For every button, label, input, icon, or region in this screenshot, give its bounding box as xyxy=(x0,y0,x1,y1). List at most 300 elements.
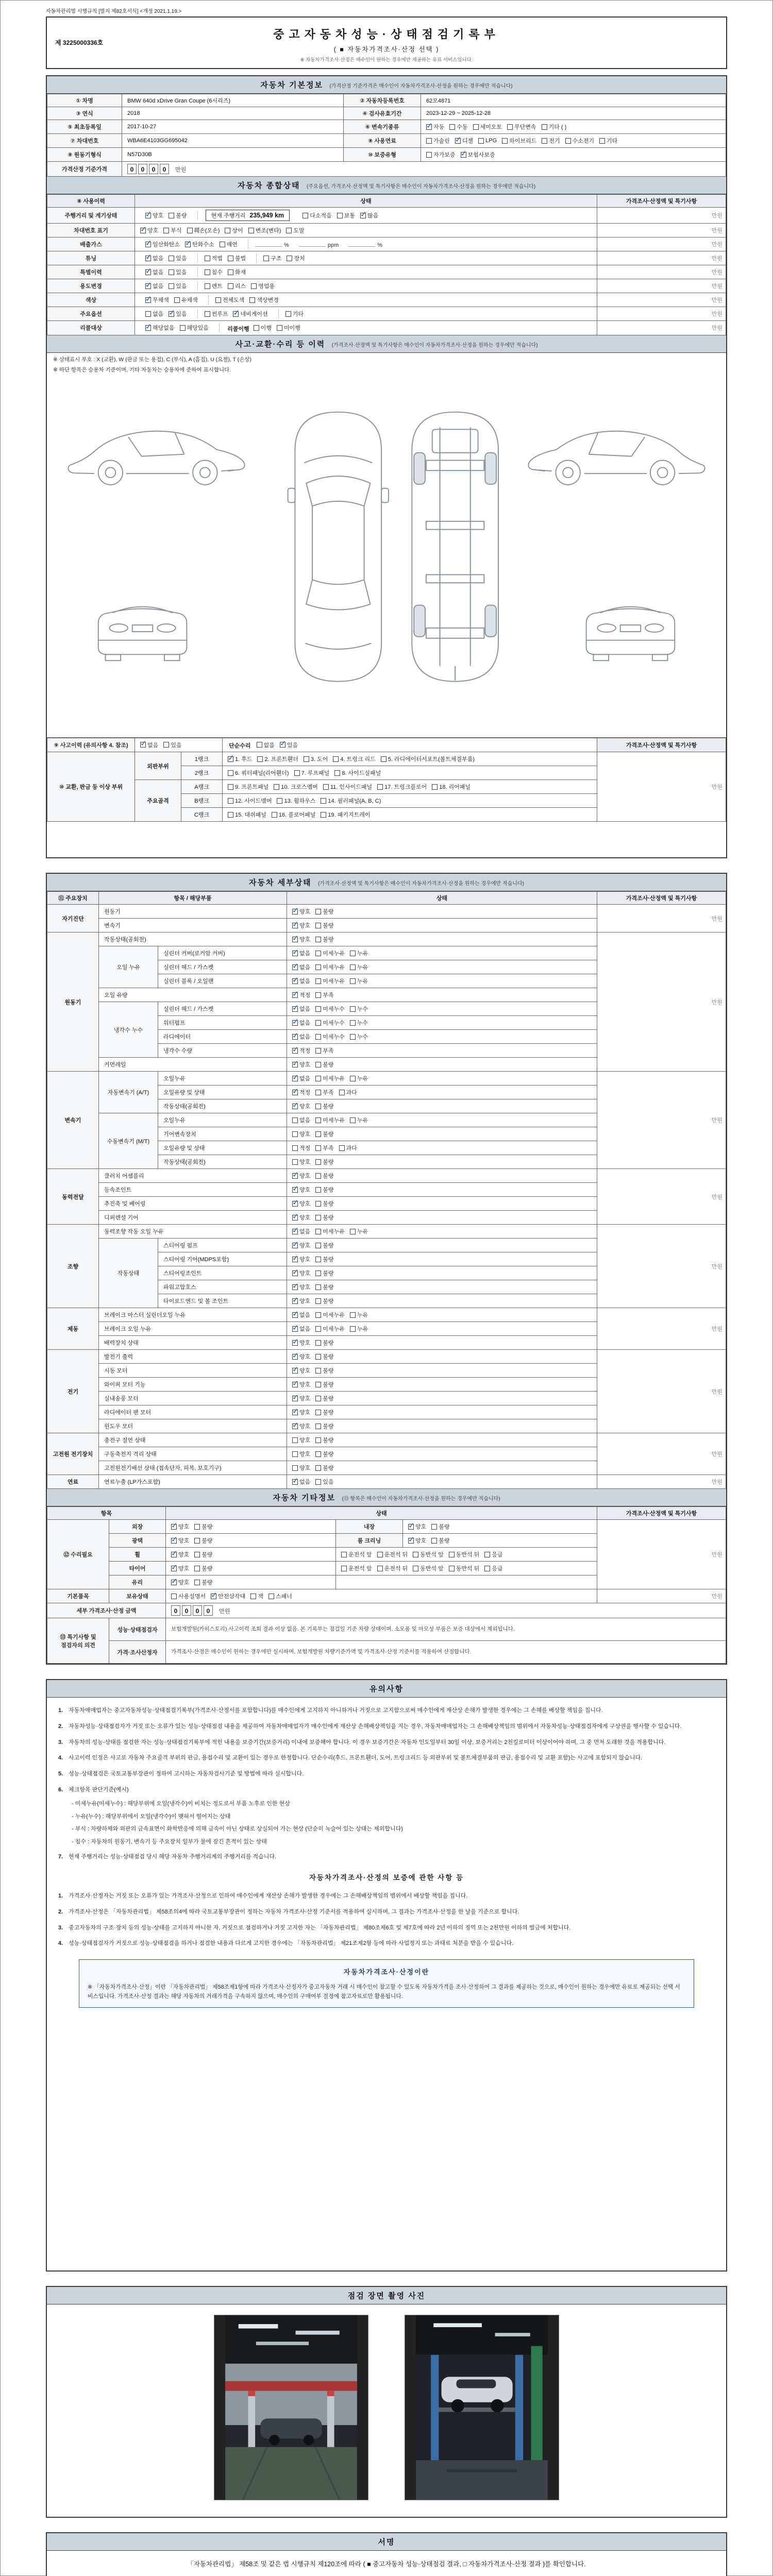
checkbox-box[interactable] xyxy=(169,283,174,289)
checkbox-box[interactable] xyxy=(315,1048,321,1054)
option-checkbox[interactable] xyxy=(339,1144,357,1152)
checkbox-box[interactable] xyxy=(315,1020,321,1026)
option-checkbox[interactable] xyxy=(315,1227,345,1235)
option-checkbox[interactable] xyxy=(315,1005,345,1013)
checkbox-box[interactable] xyxy=(315,1340,321,1346)
option-checkbox[interactable] xyxy=(599,137,617,145)
checkbox-box[interactable] xyxy=(315,1201,321,1207)
option-checkbox[interactable] xyxy=(337,211,355,219)
checkbox-box[interactable] xyxy=(315,964,321,970)
checkbox-box[interactable] xyxy=(350,1229,356,1234)
checkbox-box[interactable] xyxy=(315,923,321,928)
option-checkbox[interactable] xyxy=(315,1269,333,1277)
option-checkbox[interactable] xyxy=(303,211,332,219)
checkbox-box[interactable] xyxy=(292,909,298,914)
option-checkbox[interactable] xyxy=(292,1032,310,1041)
checkbox-box[interactable] xyxy=(381,756,386,762)
option-checkbox[interactable] xyxy=(413,1550,444,1558)
checkbox-box[interactable] xyxy=(408,1524,414,1530)
option-checkbox[interactable] xyxy=(315,1158,333,1166)
checkbox-box[interactable] xyxy=(292,1020,298,1026)
option-checkbox[interactable] xyxy=(205,282,223,290)
option-checkbox[interactable] xyxy=(145,324,175,332)
option-checkbox[interactable] xyxy=(315,935,333,943)
option-checkbox[interactable] xyxy=(292,1130,310,1138)
option-checkbox[interactable] xyxy=(315,1116,345,1124)
checkbox-box[interactable] xyxy=(205,256,210,261)
option-checkbox[interactable] xyxy=(228,769,289,777)
option-checkbox[interactable] xyxy=(287,254,305,262)
checkbox-box[interactable] xyxy=(350,1076,356,1081)
option-checkbox[interactable] xyxy=(292,907,310,916)
option-checkbox[interactable] xyxy=(339,1088,357,1096)
option-checkbox[interactable] xyxy=(140,741,158,749)
checkbox-box[interactable] xyxy=(220,242,225,247)
checkbox-box[interactable] xyxy=(350,1020,356,1026)
option-checkbox[interactable] xyxy=(220,240,238,248)
option-checkbox[interactable] xyxy=(449,1550,480,1558)
option-checkbox[interactable] xyxy=(341,1550,372,1558)
option-checkbox[interactable] xyxy=(350,1019,368,1027)
checkbox-box[interactable] xyxy=(187,228,193,233)
option-checkbox[interactable] xyxy=(315,1380,333,1388)
checkbox-box[interactable] xyxy=(292,1396,298,1401)
option-checkbox[interactable] xyxy=(461,150,495,159)
checkbox-box[interactable] xyxy=(257,756,263,762)
option-checkbox[interactable] xyxy=(478,138,497,144)
option-checkbox[interactable] xyxy=(292,1046,310,1055)
checkbox-box[interactable] xyxy=(315,937,321,942)
option-checkbox[interactable] xyxy=(292,1450,310,1458)
option-checkbox[interactable] xyxy=(211,1592,245,1600)
option-checkbox[interactable] xyxy=(315,1352,333,1361)
checkbox-box[interactable] xyxy=(169,256,174,261)
option-checkbox[interactable] xyxy=(315,1283,333,1291)
option-checkbox[interactable] xyxy=(315,991,333,999)
option-checkbox[interactable] xyxy=(285,310,304,318)
checkbox-box[interactable] xyxy=(315,1076,321,1081)
option-checkbox[interactable] xyxy=(315,1074,345,1082)
option-checkbox[interactable] xyxy=(254,324,272,332)
option-checkbox[interactable] xyxy=(315,1366,333,1375)
option-checkbox[interactable] xyxy=(292,1436,310,1444)
option-checkbox[interactable] xyxy=(502,137,536,145)
checkbox-box[interactable] xyxy=(315,1298,321,1304)
option-checkbox[interactable] xyxy=(228,755,252,763)
checkbox-box[interactable] xyxy=(315,1215,321,1221)
checkbox-box[interactable] xyxy=(292,1173,298,1179)
checkbox-box[interactable] xyxy=(215,297,221,303)
option-checkbox[interactable] xyxy=(292,1227,310,1235)
checkbox-box[interactable] xyxy=(228,784,233,790)
checkbox-box[interactable] xyxy=(315,1173,321,1179)
option-checkbox[interactable] xyxy=(292,1297,310,1305)
checkbox-box[interactable] xyxy=(350,1312,356,1318)
checkbox-box[interactable] xyxy=(350,1117,356,1123)
checkbox-box[interactable] xyxy=(292,1187,298,1193)
checkbox-box[interactable] xyxy=(339,1145,345,1151)
checkbox-box[interactable] xyxy=(315,1312,321,1318)
checkbox-box[interactable] xyxy=(285,311,291,317)
option-checkbox[interactable] xyxy=(315,1408,333,1416)
checkbox-box[interactable] xyxy=(484,1566,490,1571)
checkbox-box[interactable] xyxy=(315,1451,321,1457)
option-checkbox[interactable] xyxy=(315,1338,333,1347)
checkbox-box[interactable] xyxy=(599,138,605,144)
checkbox-box[interactable] xyxy=(292,1284,298,1290)
option-checkbox[interactable] xyxy=(350,1116,368,1124)
option-checkbox[interactable] xyxy=(431,1522,449,1531)
checkbox-box[interactable] xyxy=(228,798,233,804)
option-checkbox[interactable] xyxy=(292,1366,310,1375)
option-checkbox[interactable] xyxy=(542,123,567,131)
checkbox-box[interactable] xyxy=(350,1006,356,1012)
option-checkbox[interactable] xyxy=(315,963,345,971)
checkbox-box[interactable] xyxy=(292,1437,298,1443)
checkbox-box[interactable] xyxy=(171,1524,177,1530)
option-checkbox[interactable] xyxy=(449,1564,480,1572)
checkbox-box[interactable] xyxy=(292,1312,298,1318)
option-checkbox[interactable] xyxy=(187,226,220,234)
option-checkbox[interactable] xyxy=(315,1478,333,1486)
checkbox-box[interactable] xyxy=(315,1410,321,1415)
option-checkbox[interactable] xyxy=(377,1564,408,1572)
checkbox-box[interactable] xyxy=(145,242,151,247)
checkbox-box[interactable] xyxy=(268,1594,274,1599)
checkbox-box[interactable] xyxy=(180,325,186,331)
checkbox-box[interactable] xyxy=(292,1131,298,1137)
option-checkbox[interactable] xyxy=(350,1005,368,1013)
checkbox-box[interactable] xyxy=(350,1034,356,1040)
checkbox-box[interactable] xyxy=(315,1062,321,1067)
option-checkbox[interactable] xyxy=(228,796,272,805)
option-checkbox[interactable] xyxy=(228,268,246,276)
checkbox-box[interactable] xyxy=(228,269,233,275)
checkbox-box[interactable] xyxy=(350,964,356,970)
checkbox-box[interactable] xyxy=(350,951,356,956)
checkbox-box[interactable] xyxy=(315,1104,321,1109)
checkbox-box[interactable] xyxy=(145,269,151,275)
option-checkbox[interactable] xyxy=(169,310,187,318)
checkbox-box[interactable] xyxy=(292,1257,298,1262)
checkbox-box[interactable] xyxy=(315,909,321,914)
option-checkbox[interactable] xyxy=(455,137,473,145)
option-checkbox[interactable] xyxy=(350,977,368,985)
option-checkbox[interactable] xyxy=(315,1060,333,1069)
checkbox-box[interactable] xyxy=(292,1243,298,1248)
option-checkbox[interactable] xyxy=(205,254,223,262)
option-checkbox[interactable] xyxy=(163,226,181,234)
option-checkbox[interactable] xyxy=(215,296,245,304)
option-checkbox[interactable] xyxy=(171,1522,189,1531)
option-checkbox[interactable] xyxy=(292,1005,310,1013)
option-checkbox[interactable] xyxy=(315,1422,333,1430)
checkbox-box[interactable] xyxy=(292,1117,298,1123)
checkbox-box[interactable] xyxy=(194,1566,200,1571)
option-checkbox[interactable] xyxy=(272,810,315,819)
checkbox-box[interactable] xyxy=(249,297,255,303)
checkbox-box[interactable] xyxy=(292,978,298,984)
option-checkbox[interactable] xyxy=(277,796,315,805)
option-checkbox[interactable] xyxy=(174,296,198,304)
option-checkbox[interactable] xyxy=(292,1464,310,1472)
checkbox-box[interactable] xyxy=(185,242,191,247)
checkbox-box[interactable] xyxy=(507,124,513,130)
checkbox-box[interactable] xyxy=(250,1594,256,1599)
checkbox-box[interactable] xyxy=(292,992,298,998)
checkbox-box[interactable] xyxy=(377,784,383,790)
checkbox-box[interactable] xyxy=(315,1368,321,1374)
checkbox-box[interactable] xyxy=(292,937,298,942)
checkbox-box[interactable] xyxy=(292,1145,298,1151)
checkbox-box[interactable] xyxy=(432,784,438,790)
checkbox-box[interactable] xyxy=(337,213,343,218)
checkbox-box[interactable] xyxy=(413,1552,418,1557)
checkbox-box[interactable] xyxy=(228,756,233,762)
checkbox-box[interactable] xyxy=(473,124,479,130)
option-checkbox[interactable] xyxy=(426,150,456,159)
checkbox-box[interactable] xyxy=(280,742,285,748)
option-checkbox[interactable] xyxy=(321,796,381,805)
option-checkbox[interactable] xyxy=(292,1102,310,1110)
checkbox-box[interactable] xyxy=(228,812,233,818)
option-checkbox[interactable] xyxy=(257,741,275,749)
option-checkbox[interactable] xyxy=(408,1536,426,1545)
option-checkbox[interactable] xyxy=(145,282,163,290)
option-checkbox[interactable] xyxy=(292,991,310,999)
option-checkbox[interactable] xyxy=(292,1019,310,1027)
checkbox-box[interactable] xyxy=(228,283,233,289)
checkbox-box[interactable] xyxy=(350,1326,356,1332)
checkbox-box[interactable] xyxy=(292,1410,298,1415)
option-checkbox[interactable] xyxy=(315,1213,333,1222)
option-checkbox[interactable] xyxy=(350,1032,368,1041)
option-checkbox[interactable] xyxy=(350,1227,368,1235)
checkbox-box[interactable] xyxy=(140,742,146,748)
option-checkbox[interactable] xyxy=(432,783,470,791)
checkbox-box[interactable] xyxy=(377,1552,383,1557)
checkbox-box[interactable] xyxy=(205,269,210,275)
checkbox-box[interactable] xyxy=(455,138,461,144)
option-checkbox[interactable] xyxy=(350,963,368,971)
checkbox-box[interactable] xyxy=(413,1566,418,1571)
option-checkbox[interactable] xyxy=(248,226,281,234)
checkbox-box[interactable] xyxy=(277,325,282,331)
checkbox-box[interactable] xyxy=(315,1270,321,1276)
option-checkbox[interactable] xyxy=(292,921,310,929)
option-checkbox[interactable] xyxy=(180,324,209,332)
checkbox-box[interactable] xyxy=(145,311,151,317)
option-checkbox[interactable] xyxy=(315,1311,345,1319)
option-checkbox[interactable] xyxy=(377,783,427,791)
option-checkbox[interactable] xyxy=(350,1325,368,1333)
option-checkbox[interactable] xyxy=(292,1352,310,1361)
checkbox-box[interactable] xyxy=(292,1270,298,1276)
option-checkbox[interactable] xyxy=(292,1213,310,1222)
checkbox-box[interactable] xyxy=(315,1354,321,1360)
checkbox-box[interactable] xyxy=(163,228,169,233)
option-checkbox[interactable] xyxy=(292,1060,310,1069)
option-checkbox[interactable] xyxy=(171,1536,189,1545)
checkbox-box[interactable] xyxy=(194,1552,200,1557)
checkbox-box[interactable] xyxy=(315,1437,321,1443)
option-checkbox[interactable] xyxy=(321,810,370,819)
checkbox-box[interactable] xyxy=(292,1034,298,1040)
checkbox-box[interactable] xyxy=(478,138,484,144)
checkbox-box[interactable] xyxy=(171,1552,177,1557)
option-checkbox[interactable] xyxy=(292,949,310,957)
checkbox-box[interactable] xyxy=(205,283,210,289)
checkbox-box[interactable] xyxy=(292,1104,298,1109)
option-checkbox[interactable] xyxy=(426,137,450,145)
option-checkbox[interactable] xyxy=(233,310,267,318)
checkbox-box[interactable] xyxy=(315,1423,321,1429)
option-checkbox[interactable] xyxy=(292,1185,310,1194)
checkbox-box[interactable] xyxy=(292,1062,298,1067)
checkbox-box[interactable] xyxy=(315,978,321,984)
option-checkbox[interactable] xyxy=(145,310,163,318)
option-checkbox[interactable] xyxy=(565,137,595,145)
option-checkbox[interactable] xyxy=(292,1255,310,1263)
checkbox-box[interactable] xyxy=(174,297,180,303)
checkbox-box[interactable] xyxy=(292,1354,298,1360)
option-checkbox[interactable] xyxy=(294,769,330,777)
checkbox-box[interactable] xyxy=(292,1298,298,1304)
checkbox-box[interactable] xyxy=(315,1187,321,1193)
option-checkbox[interactable] xyxy=(315,1046,333,1055)
checkbox-box[interactable] xyxy=(315,1257,321,1262)
option-checkbox[interactable] xyxy=(315,977,345,985)
option-checkbox[interactable] xyxy=(263,254,281,262)
option-checkbox[interactable] xyxy=(304,755,328,763)
checkbox-box[interactable] xyxy=(315,1229,321,1234)
checkbox-box[interactable] xyxy=(542,138,547,144)
checkbox-box[interactable] xyxy=(263,256,269,261)
option-checkbox[interactable] xyxy=(315,907,333,916)
option-checkbox[interactable] xyxy=(292,1144,310,1152)
option-checkbox[interactable] xyxy=(315,1325,345,1333)
checkbox-box[interactable] xyxy=(461,152,466,158)
option-checkbox[interactable] xyxy=(194,1536,212,1545)
option-checkbox[interactable] xyxy=(205,268,223,276)
option-checkbox[interactable] xyxy=(171,1564,189,1572)
option-checkbox[interactable] xyxy=(315,1394,333,1402)
option-checkbox[interactable] xyxy=(292,1088,310,1096)
option-checkbox[interactable] xyxy=(426,123,444,131)
option-checkbox[interactable] xyxy=(249,296,279,304)
checkbox-box[interactable] xyxy=(228,256,233,261)
option-checkbox[interactable] xyxy=(377,1550,408,1558)
option-checkbox[interactable] xyxy=(315,1241,333,1249)
checkbox-box[interactable] xyxy=(169,213,174,218)
option-checkbox[interactable] xyxy=(413,1564,444,1572)
checkbox-box[interactable] xyxy=(334,770,340,776)
checkbox-box[interactable] xyxy=(426,152,432,158)
checkbox-box[interactable] xyxy=(233,311,239,317)
option-checkbox[interactable] xyxy=(228,783,268,791)
checkbox-box[interactable] xyxy=(194,1580,200,1585)
option-checkbox[interactable] xyxy=(292,1116,310,1124)
option-checkbox[interactable] xyxy=(292,1338,310,1347)
option-checkbox[interactable] xyxy=(449,123,467,131)
checkbox-box[interactable] xyxy=(449,1566,455,1571)
option-checkbox[interactable] xyxy=(171,1550,189,1558)
option-checkbox[interactable] xyxy=(292,1394,310,1402)
checkbox-box[interactable] xyxy=(163,742,169,748)
checkbox-box[interactable] xyxy=(565,138,571,144)
option-checkbox[interactable] xyxy=(292,1380,310,1388)
checkbox-box[interactable] xyxy=(287,256,292,261)
checkbox-box[interactable] xyxy=(426,124,432,130)
option-checkbox[interactable] xyxy=(228,282,246,290)
checkbox-box[interactable] xyxy=(140,228,146,233)
checkbox-box[interactable] xyxy=(315,1326,321,1332)
option-checkbox[interactable] xyxy=(315,1255,333,1263)
checkbox-box[interactable] xyxy=(484,1552,490,1557)
option-checkbox[interactable] xyxy=(145,268,163,276)
checkbox-box[interactable] xyxy=(426,138,432,144)
option-checkbox[interactable] xyxy=(292,1422,310,1430)
checkbox-box[interactable] xyxy=(315,1006,321,1012)
checkbox-box[interactable] xyxy=(292,1048,298,1054)
checkbox-box[interactable] xyxy=(350,978,356,984)
option-checkbox[interactable] xyxy=(431,1536,449,1545)
option-checkbox[interactable] xyxy=(333,755,375,763)
option-checkbox[interactable] xyxy=(315,921,333,929)
option-checkbox[interactable] xyxy=(171,1578,189,1586)
checkbox-box[interactable] xyxy=(333,756,339,762)
option-checkbox[interactable] xyxy=(292,1241,310,1249)
option-checkbox[interactable] xyxy=(315,1297,333,1305)
checkbox-box[interactable] xyxy=(315,1243,321,1248)
option-checkbox[interactable] xyxy=(473,123,502,131)
option-checkbox[interactable] xyxy=(169,282,187,290)
option-checkbox[interactable] xyxy=(292,1172,310,1180)
option-checkbox[interactable] xyxy=(334,769,381,777)
option-checkbox[interactable] xyxy=(408,1522,426,1531)
checkbox-box[interactable] xyxy=(292,1368,298,1374)
option-checkbox[interactable] xyxy=(171,1592,206,1600)
option-checkbox[interactable] xyxy=(315,1464,333,1472)
option-checkbox[interactable] xyxy=(315,1102,333,1110)
option-checkbox[interactable] xyxy=(292,963,310,971)
checkbox-box[interactable] xyxy=(315,1131,321,1137)
option-checkbox[interactable] xyxy=(251,282,275,290)
option-checkbox[interactable] xyxy=(292,1269,310,1277)
option-checkbox[interactable] xyxy=(280,741,298,749)
option-checkbox[interactable] xyxy=(360,211,378,219)
option-checkbox[interactable] xyxy=(292,1158,310,1166)
checkbox-box[interactable] xyxy=(194,1524,200,1530)
option-checkbox[interactable] xyxy=(315,949,345,957)
checkbox-box[interactable] xyxy=(341,1552,347,1557)
option-checkbox[interactable] xyxy=(315,1172,333,1180)
option-checkbox[interactable] xyxy=(484,1550,502,1558)
checkbox-box[interactable] xyxy=(315,1145,321,1151)
checkbox-box[interactable] xyxy=(431,1538,437,1544)
checkbox-box[interactable] xyxy=(315,1284,321,1290)
checkbox-box[interactable] xyxy=(251,283,257,289)
option-checkbox[interactable] xyxy=(292,1283,310,1291)
checkbox-box[interactable] xyxy=(408,1538,414,1544)
option-checkbox[interactable] xyxy=(315,1032,345,1041)
option-checkbox[interactable] xyxy=(292,1408,310,1416)
checkbox-box[interactable] xyxy=(171,1594,177,1599)
option-checkbox[interactable] xyxy=(350,1074,368,1082)
option-checkbox[interactable] xyxy=(169,211,187,219)
checkbox-box[interactable] xyxy=(292,1201,298,1207)
checkbox-box[interactable] xyxy=(171,1566,177,1571)
